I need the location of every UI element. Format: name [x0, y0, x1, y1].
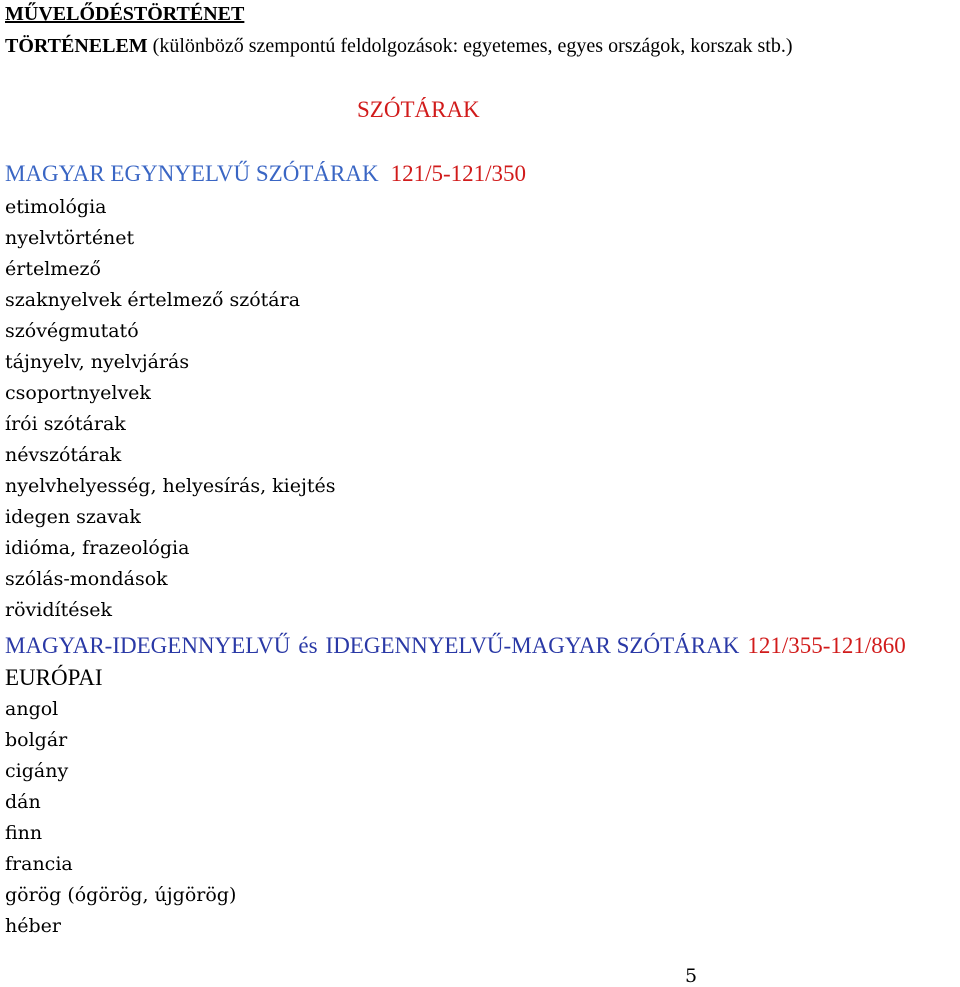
list-item: dán [5, 791, 41, 813]
list-item: cigány [5, 760, 69, 782]
list-item: rövidítések [5, 599, 112, 621]
list-item: finn [5, 822, 43, 844]
header-subtitle-main: TÖRTÉNELEM [5, 35, 148, 57]
mono-range: 121/5-121/350 [390, 161, 527, 186]
bi-group-heading: EURÓPAI [5, 665, 103, 690]
list-item: angol [5, 698, 59, 720]
list-item: névszótárak [5, 444, 122, 466]
list-item: héber [5, 915, 61, 937]
mono-heading-row [5, 162, 526, 185]
list-item: értelmező [5, 258, 101, 280]
bi-heading-and: és [298, 633, 318, 658]
list-item: csoportnyelvek [5, 382, 151, 404]
list-item: szólás-mondások [5, 568, 168, 590]
list-item: idegen szavak [5, 506, 141, 528]
bi-heading-b: IDEGENNYELVŰ-MAGYAR SZÓTÁRAK [325, 633, 740, 658]
list-item: bolgár [5, 729, 68, 751]
header-title: MŰVELŐDÉSTÖRTÉNET [5, 3, 245, 25]
header-subtitle [5, 36, 792, 56]
section-title: SZÓTÁRAK [357, 97, 480, 122]
list-item: görög (ógörög, újgörög) [5, 884, 237, 906]
bi-heading-row [5, 634, 906, 657]
page-number: 5 [685, 965, 698, 987]
bi-range: 121/355-121/860 [747, 633, 906, 658]
list-item: tájnyelv, nyelvjárás [5, 351, 190, 373]
bi-heading-a: MAGYAR-IDEGENNYELVŰ [5, 633, 291, 658]
list-item: írói szótárak [5, 413, 126, 435]
list-item: francia [5, 853, 73, 875]
list-item: etimológia [5, 196, 107, 218]
list-item: nyelvhelyesség, helyesírás, kiejtés [5, 475, 336, 497]
list-item: szóvégmutató [5, 320, 139, 342]
list-item: nyelvtörténet [5, 227, 135, 249]
list-item: idióma, frazeológia [5, 537, 190, 559]
mono-heading: MAGYAR EGYNYELVŰ SZÓTÁRAK [5, 161, 379, 186]
header-subtitle-rest: (különböző szempontú feldolgozások: egyetemes, egyes országok, korszak stb.) [147, 35, 793, 57]
list-item: szaknyelvek értelmező szótára [5, 289, 301, 311]
